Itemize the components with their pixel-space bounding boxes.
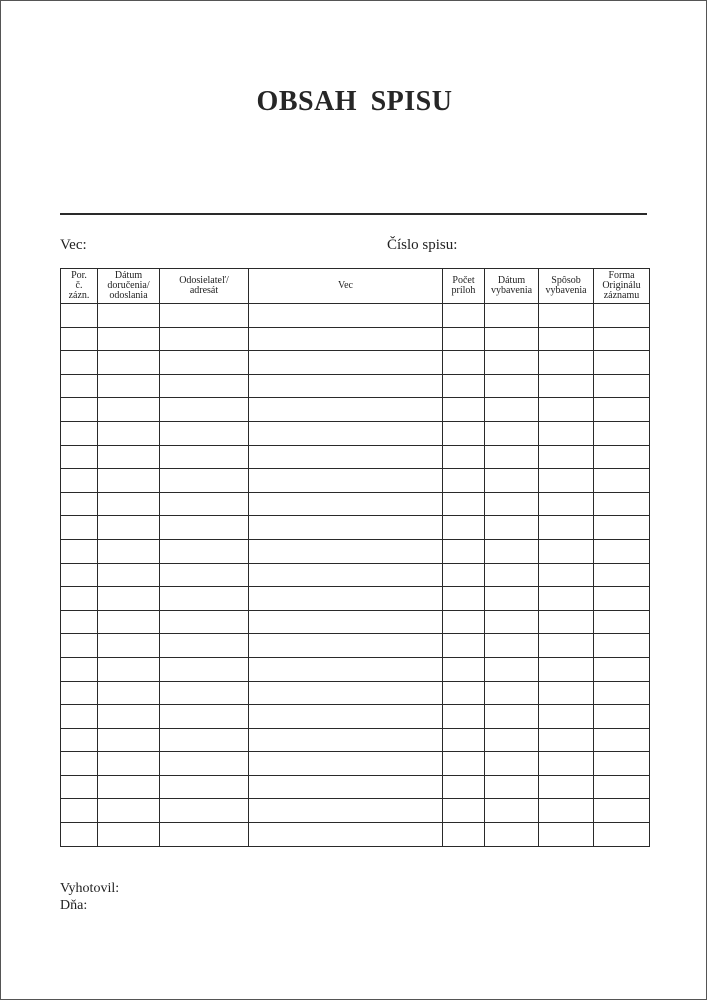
form-title: OBSAH SPISU <box>256 86 453 117</box>
table-cell[interactable] <box>594 539 650 563</box>
table-cell[interactable] <box>485 304 539 328</box>
table-cell[interactable] <box>249 563 443 587</box>
table-cell[interactable] <box>98 752 160 776</box>
table-cell[interactable] <box>249 327 443 351</box>
table-cell[interactable] <box>443 374 485 398</box>
table-row <box>61 421 650 445</box>
table-cell[interactable] <box>160 351 249 375</box>
table-cell[interactable] <box>160 587 249 611</box>
table-cell[interactable] <box>249 775 443 799</box>
table-cell[interactable] <box>98 799 160 823</box>
table-cell[interactable] <box>160 398 249 422</box>
table-cell[interactable] <box>98 823 160 847</box>
table-cell[interactable] <box>539 469 594 493</box>
table-cell[interactable] <box>539 681 594 705</box>
table-cell[interactable] <box>160 657 249 681</box>
table-cell[interactable] <box>249 469 443 493</box>
column-header-pocet-priloh: Počet príloh <box>443 269 485 304</box>
table-cell[interactable] <box>98 445 160 469</box>
table-cell[interactable] <box>249 421 443 445</box>
table-cell[interactable] <box>160 539 249 563</box>
column-header-vec: Vec <box>249 269 443 304</box>
table-cell[interactable] <box>160 681 249 705</box>
column-header-odosielatel-adresat: Odosielateľ/ adresát <box>160 269 249 304</box>
table-cell[interactable] <box>539 421 594 445</box>
table-cell[interactable] <box>594 823 650 847</box>
table-cell[interactable] <box>98 492 160 516</box>
table-cell[interactable] <box>249 304 443 328</box>
table-cell[interactable] <box>61 705 98 729</box>
table-cell[interactable] <box>160 752 249 776</box>
table-cell[interactable] <box>485 563 539 587</box>
table-cell[interactable] <box>61 799 98 823</box>
table-cell[interactable] <box>485 327 539 351</box>
table-cell[interactable] <box>160 492 249 516</box>
table-cell[interactable] <box>539 634 594 658</box>
table-cell[interactable] <box>443 587 485 611</box>
dna-label: Dňa: <box>60 898 88 913</box>
table-cell[interactable] <box>160 563 249 587</box>
table-cell[interactable] <box>539 351 594 375</box>
table-cell[interactable] <box>485 469 539 493</box>
table-cell[interactable] <box>594 421 650 445</box>
table-cell[interactable] <box>98 351 160 375</box>
table-row <box>61 752 650 776</box>
table-cell[interactable] <box>61 327 98 351</box>
table-cell[interactable] <box>61 421 98 445</box>
table-cell[interactable] <box>61 469 98 493</box>
table-cell[interactable] <box>98 304 160 328</box>
column-header-datum-dorucenia: Dátum doručenia/ odoslania <box>98 269 160 304</box>
table-row <box>61 398 650 422</box>
table-cell[interactable] <box>485 728 539 752</box>
table-cell[interactable] <box>443 516 485 540</box>
table-cell[interactable] <box>61 563 98 587</box>
table-cell[interactable] <box>539 445 594 469</box>
table-cell[interactable] <box>539 752 594 776</box>
table-row <box>61 705 650 729</box>
table-cell[interactable] <box>249 374 443 398</box>
table-cell[interactable] <box>539 563 594 587</box>
table-cell[interactable] <box>485 374 539 398</box>
table-cell[interactable] <box>443 728 485 752</box>
table-row <box>61 516 650 540</box>
table-cell[interactable] <box>61 634 98 658</box>
table-row <box>61 634 650 658</box>
table-cell[interactable] <box>443 823 485 847</box>
table-cell[interactable] <box>249 657 443 681</box>
table-cell[interactable] <box>594 705 650 729</box>
table-cell[interactable] <box>61 539 98 563</box>
table-cell[interactable] <box>485 421 539 445</box>
column-header-forma-originalu: Forma Originálu záznamu <box>594 269 650 304</box>
table-cell[interactable] <box>594 752 650 776</box>
title-divider <box>60 213 647 215</box>
table-cell[interactable] <box>485 398 539 422</box>
table-cell[interactable] <box>61 657 98 681</box>
column-header-sposob-vybavenia: Spôsob vybavenia <box>539 269 594 304</box>
table-cell[interactable] <box>539 705 594 729</box>
table-cell[interactable] <box>485 657 539 681</box>
table-cell[interactable] <box>443 799 485 823</box>
table-cell[interactable] <box>160 705 249 729</box>
table-cell[interactable] <box>485 752 539 776</box>
table-cell[interactable] <box>61 587 98 611</box>
table-cell[interactable] <box>594 327 650 351</box>
table-cell[interactable] <box>485 351 539 375</box>
table-cell[interactable] <box>249 681 443 705</box>
table-cell[interactable] <box>160 799 249 823</box>
table-cell[interactable] <box>443 492 485 516</box>
table-cell[interactable] <box>160 327 249 351</box>
table-row <box>61 539 650 563</box>
table-cell[interactable] <box>160 775 249 799</box>
table-cell[interactable] <box>485 799 539 823</box>
table-cell[interactable] <box>485 823 539 847</box>
table-row <box>61 587 650 611</box>
table-cell[interactable] <box>98 516 160 540</box>
table-cell[interactable] <box>160 823 249 847</box>
table-cell[interactable] <box>249 398 443 422</box>
table-row <box>61 304 650 328</box>
table-cell[interactable] <box>485 516 539 540</box>
table-cell[interactable] <box>443 563 485 587</box>
table-cell[interactable] <box>443 705 485 729</box>
table-cell[interactable] <box>539 327 594 351</box>
table-cell[interactable] <box>485 681 539 705</box>
table-cell[interactable] <box>98 327 160 351</box>
table-cell[interactable] <box>485 705 539 729</box>
table-cell[interactable] <box>594 728 650 752</box>
table-row <box>61 351 650 375</box>
table-row <box>61 327 650 351</box>
vyhotovil-label: Vyhotovil: <box>60 881 120 896</box>
table-cell[interactable] <box>249 516 443 540</box>
table-cell[interactable] <box>249 539 443 563</box>
table-cell[interactable] <box>61 775 98 799</box>
table-cell[interactable] <box>160 421 249 445</box>
table-cell[interactable] <box>443 634 485 658</box>
table-cell[interactable] <box>249 752 443 776</box>
table-cell[interactable] <box>249 587 443 611</box>
table-cell[interactable] <box>539 657 594 681</box>
table-cell[interactable] <box>443 681 485 705</box>
table-cell[interactable] <box>98 587 160 611</box>
table-cell[interactable] <box>249 351 443 375</box>
table-cell[interactable] <box>594 445 650 469</box>
table-cell[interactable] <box>539 799 594 823</box>
table-row <box>61 823 650 847</box>
table-cell[interactable] <box>249 799 443 823</box>
cislo-spisu-field-label: Číslo spisu: <box>387 237 458 253</box>
table-cell[interactable] <box>61 398 98 422</box>
table-cell[interactable] <box>443 304 485 328</box>
table-cell[interactable] <box>594 610 650 634</box>
table-cell[interactable] <box>61 610 98 634</box>
table-cell[interactable] <box>539 492 594 516</box>
vec-field-label: Vec: <box>60 237 87 253</box>
table-cell[interactable] <box>160 304 249 328</box>
table-cell[interactable] <box>61 728 98 752</box>
table-cell[interactable] <box>61 516 98 540</box>
table-cell[interactable] <box>249 728 443 752</box>
table-cell[interactable] <box>98 705 160 729</box>
table-cell[interactable] <box>98 421 160 445</box>
table-header-row <box>61 269 650 304</box>
table-row <box>61 799 650 823</box>
table-row <box>61 445 650 469</box>
table-row <box>61 728 650 752</box>
table-cell[interactable] <box>160 445 249 469</box>
table-row <box>61 563 650 587</box>
table-cell[interactable] <box>594 398 650 422</box>
table-cell[interactable] <box>443 445 485 469</box>
table-cell[interactable] <box>443 657 485 681</box>
table-cell[interactable] <box>539 728 594 752</box>
table-cell[interactable] <box>61 374 98 398</box>
table-cell[interactable] <box>98 657 160 681</box>
table-cell[interactable] <box>61 823 98 847</box>
table-cell[interactable] <box>443 775 485 799</box>
table-cell[interactable] <box>98 728 160 752</box>
table-row <box>61 775 650 799</box>
table-cell[interactable] <box>249 705 443 729</box>
table-cell[interactable] <box>160 610 249 634</box>
table-cell[interactable] <box>249 492 443 516</box>
table-cell[interactable] <box>539 539 594 563</box>
table-row <box>61 610 650 634</box>
table-cell[interactable] <box>594 304 650 328</box>
table-cell[interactable] <box>61 681 98 705</box>
column-header-por-c-zazn: Por. č. zázn. <box>61 269 98 304</box>
table-cell[interactable] <box>485 445 539 469</box>
table-cell[interactable] <box>160 634 249 658</box>
table-cell[interactable] <box>98 398 160 422</box>
table-cell[interactable] <box>443 469 485 493</box>
table-cell[interactable] <box>594 469 650 493</box>
table-cell[interactable] <box>98 681 160 705</box>
table-cell[interactable] <box>443 539 485 563</box>
table-cell[interactable] <box>594 634 650 658</box>
table-cell[interactable] <box>594 563 650 587</box>
table-cell[interactable] <box>443 398 485 422</box>
table-cell[interactable] <box>249 634 443 658</box>
table-cell[interactable] <box>443 351 485 375</box>
table-cell[interactable] <box>98 469 160 493</box>
table-cell[interactable] <box>249 823 443 847</box>
table-cell[interactable] <box>160 469 249 493</box>
table-cell[interactable] <box>485 775 539 799</box>
table-cell[interactable] <box>485 587 539 611</box>
table-cell[interactable] <box>594 799 650 823</box>
table-cell[interactable] <box>485 492 539 516</box>
table-cell[interactable] <box>594 351 650 375</box>
table-cell[interactable] <box>249 445 443 469</box>
table-cell[interactable] <box>160 374 249 398</box>
table-cell[interactable] <box>98 775 160 799</box>
file-contents-table <box>60 268 650 847</box>
table-row <box>61 681 650 705</box>
table-cell[interactable] <box>594 657 650 681</box>
table-cell[interactable] <box>443 752 485 776</box>
table-cell[interactable] <box>539 516 594 540</box>
table-row <box>61 492 650 516</box>
table-row <box>61 657 650 681</box>
table-cell[interactable] <box>539 610 594 634</box>
table-row <box>61 469 650 493</box>
table-cell[interactable] <box>160 728 249 752</box>
table-cell[interactable] <box>98 563 160 587</box>
table-cell[interactable] <box>98 539 160 563</box>
table-cell[interactable] <box>61 304 98 328</box>
table-cell[interactable] <box>539 823 594 847</box>
table-cell[interactable] <box>98 374 160 398</box>
table-cell[interactable] <box>443 327 485 351</box>
table-cell[interactable] <box>594 775 650 799</box>
table-cell[interactable] <box>98 610 160 634</box>
table-cell[interactable] <box>594 492 650 516</box>
table-cell[interactable] <box>443 421 485 445</box>
table-cell[interactable] <box>61 351 98 375</box>
table-cell[interactable] <box>61 445 98 469</box>
column-header-datum-vybavenia: Dátum vybavenia <box>485 269 539 304</box>
table-cell[interactable] <box>539 775 594 799</box>
table-cell[interactable] <box>485 539 539 563</box>
table-cell[interactable] <box>160 516 249 540</box>
table-cell[interactable] <box>61 752 98 776</box>
table-cell[interactable] <box>61 492 98 516</box>
table-cell[interactable] <box>485 610 539 634</box>
table-cell[interactable] <box>98 634 160 658</box>
table-cell[interactable] <box>539 374 594 398</box>
table-cell[interactable] <box>539 398 594 422</box>
table-cell[interactable] <box>594 516 650 540</box>
table-cell[interactable] <box>539 304 594 328</box>
table-cell[interactable] <box>485 634 539 658</box>
table-cell[interactable] <box>249 610 443 634</box>
table-row <box>61 374 650 398</box>
table-cell[interactable] <box>594 587 650 611</box>
table-cell[interactable] <box>594 681 650 705</box>
table-cell[interactable] <box>594 374 650 398</box>
table-cell[interactable] <box>443 610 485 634</box>
table-cell[interactable] <box>539 587 594 611</box>
table-body <box>61 304 650 847</box>
